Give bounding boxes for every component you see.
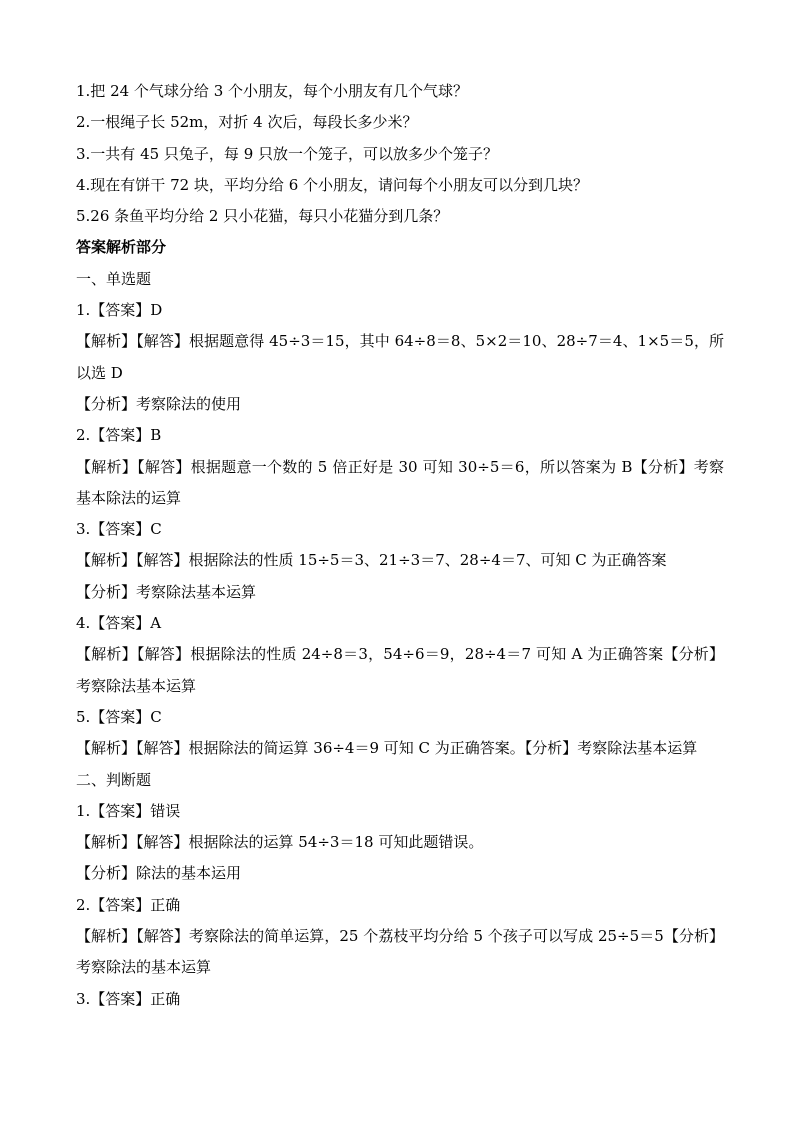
s2-answer-1: 1.【答案】错误 [76, 801, 181, 820]
s1-analysis-3: 【解析】【解答】根据除法的性质 15÷5＝3、21÷3＝7、28÷4＝7、可知 C 为正确答案 [76, 551, 667, 570]
question-5: 5.26 条鱼平均分给 2 只小花猫，每只小花猫分到几条？ [76, 207, 449, 226]
s1-analysis-1: 【解析】【解答】根据题意得 45÷3＝15，其中 64÷8＝8、5×2＝10、28÷7＝4、1×5＝5，所以选 D [76, 332, 724, 382]
question-1: 1.把 24 个气球分给 3 个小朋友，每个小朋友有几个气球？ [76, 82, 469, 100]
s1-analysis-2: 【解析】【解答】根据题意一个数的 5 倍正好是 30 可知 30÷5＝6，所以答案为 B【分析】考察基本除法的运算 [76, 457, 724, 507]
s2-note-1: 【分析】除法的基本运用 [76, 864, 242, 883]
s1-answer-1: 1.【答案】D [76, 301, 163, 320]
section-title-single-choice: 一、单选题 [76, 269, 152, 288]
question-3: 3.一共有 45 只兔子，每 9 只放一个笼子，可以放多少个笼子？ [76, 144, 499, 163]
section-title-true-false: 二、判断题 [76, 770, 152, 789]
s1-analysis-5: 【解析】【解答】根据除法的简运算 36÷4＝9 可知 C 为正确答案。【分析】考察除法基本运算 [76, 739, 698, 758]
document-content [76, 76, 724, 1015]
s2-answer-2: 2.【答案】正确 [76, 895, 181, 914]
question-4: 4.现在有饼干 72 块，平均分给 6 个小朋友，请问每个小朋友可以分到几块？ [76, 175, 589, 194]
s2-analysis-1: 【解析】【解答】根据除法的运算 54÷3＝18 可知此题错误。 [76, 833, 484, 852]
answer-heading: 答案解析部分 [76, 238, 167, 257]
s1-analysis-4: 【解析】【解答】根据除法的性质 24÷8＝3，54÷6＝9，28÷4＝7 可知 A 为正确答案【分析】考察除法基本运算 [76, 645, 724, 695]
s1-note-1: 【分析】考察除法的使用 [76, 394, 242, 413]
s1-answer-3: 3.【答案】C [76, 520, 162, 539]
s1-answer-2: 2.【答案】B [76, 426, 162, 445]
s2-answer-3: 3.【答案】正确 [76, 989, 181, 1008]
s1-note-3: 【分析】考察除法基本运算 [76, 582, 257, 601]
s1-answer-4: 4.【答案】A [76, 614, 162, 633]
question-2: 2.一根绳子长 52m，对折 4 次后，每段长多少米？ [76, 113, 418, 132]
s2-analysis-2: 【解析】【解答】考察除法的简单运算，25 个荔枝平均分给 5 个孩子可以写成 25÷5＝5【分析】考察除法的基本运算 [76, 927, 724, 977]
s1-answer-5: 5.【答案】C [76, 707, 162, 726]
